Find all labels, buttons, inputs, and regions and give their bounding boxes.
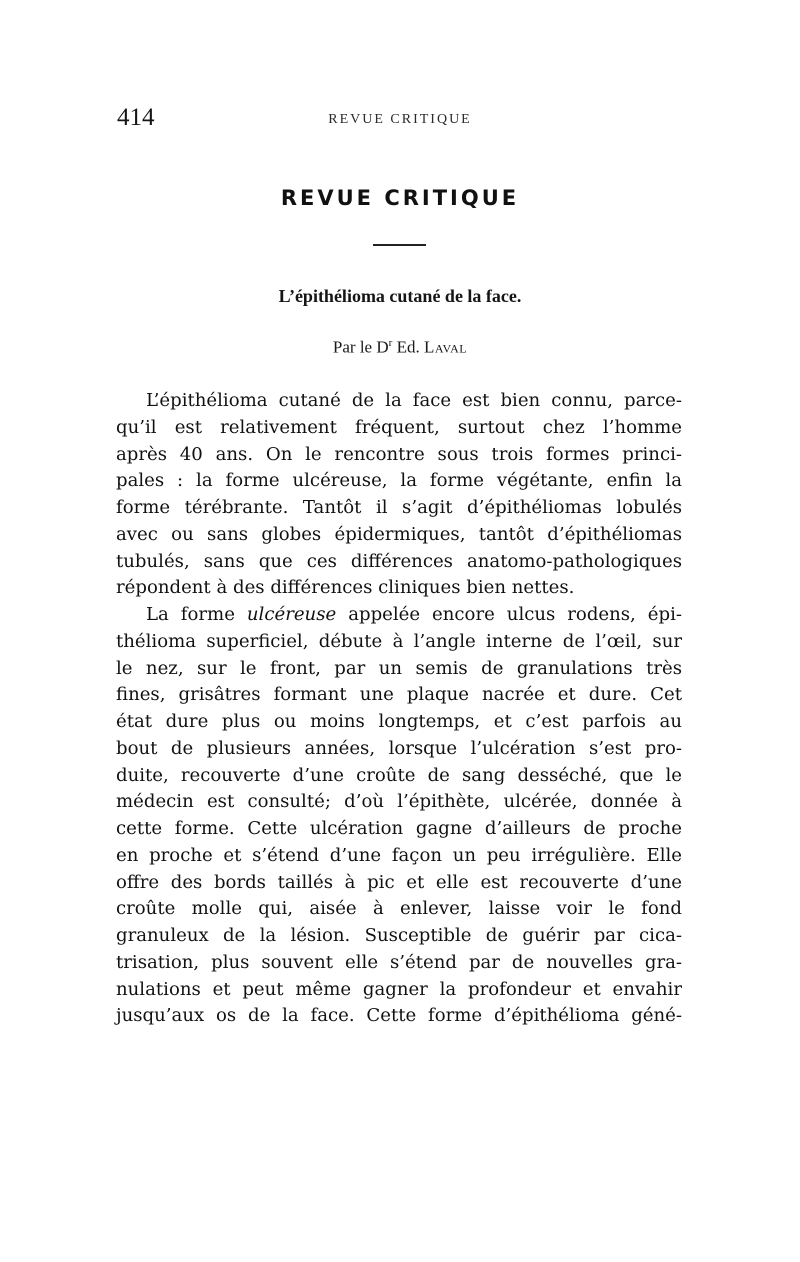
body-line: offre des bords taillés à pic et elle est recouverte d’une xyxy=(116,871,682,893)
body-line-italic xyxy=(116,602,682,629)
byline-author: Laval xyxy=(423,337,468,357)
body-line: cette forme. Cette ulcération gagne d’ailleurs de proche xyxy=(116,818,682,839)
body-line: L’épithélioma cutané de la face est bien connu, parce- xyxy=(146,390,682,411)
article-title: L’épithélioma cutané de la face. xyxy=(278,286,522,306)
byline-prefix: Par le D xyxy=(332,337,389,357)
body-line: état dure plus ou moins longtemps, et c’est parfois au xyxy=(116,711,682,732)
body-text xyxy=(116,388,682,1030)
byline xyxy=(0,337,800,358)
body-line: avec ou sans globes épidermiques, tantôt d’épithéliomas xyxy=(116,523,682,545)
body-line: nulations et peut même gagner la profondeur et envahir xyxy=(116,978,682,1000)
body-line: forme térébrante. Tantôt il s’agit d’épithéliomas lobulés xyxy=(116,497,682,518)
body-line: répondent à des différences cliniques bien nettes. xyxy=(116,577,575,599)
body-line: jusqu’aux os de la face. Cette forme d’épithélioma géné- xyxy=(116,1005,682,1027)
body-line: duite, recouverte d’une croûte de sang desséché, que le xyxy=(116,764,682,786)
page-number: 414 xyxy=(117,104,155,131)
section-title: REVUE CRITIQUE xyxy=(280,186,520,210)
body-line: pales : la forme ulcéreuse, la forme végétante, enfin la xyxy=(116,470,682,492)
byline-sup: r xyxy=(388,337,393,349)
byline-given: Ed. xyxy=(396,337,420,357)
body-line: le nez, sur le front, par un semis de granulations très xyxy=(116,657,682,679)
italic-term: ulcéreuse xyxy=(246,604,337,625)
body-line-end: appelée encore ulcus rodens, épi- xyxy=(348,604,682,625)
running-head: REVUE CRITIQUE xyxy=(328,112,472,127)
body-line: après 40 ans. On le rencontre sous trois formes princi- xyxy=(116,443,682,465)
title-rule xyxy=(373,244,426,246)
body-line: tubulés, sans que ces différences anatomo-pathologiques xyxy=(116,550,682,572)
body-line: trisation, plus souvent elle s’étend par de nouvelles gra- xyxy=(116,951,682,973)
body-line: en proche et s’étend d’une façon un peu irrégulière. Elle xyxy=(116,844,682,866)
body-line: médecin est consulté; d’où l’épithète, ulcérée, donnée à xyxy=(116,791,682,813)
body-line: croûte molle qui, aisée à enlever, laisse voir le fond xyxy=(116,898,682,920)
body-line: thélioma superficiel, débute à l’angle interne de l’œil, sur xyxy=(116,630,682,652)
body-line-start: La forme xyxy=(146,604,235,625)
body-line: qu’il est relativement fréquent, surtout chez l’homme xyxy=(116,416,682,438)
body-line: fines, grisâtres formant une plaque nacrée et dure. Cet xyxy=(116,684,682,706)
body-line: bout de plusieurs années, lorsque l’ulcération s’est pro- xyxy=(116,737,682,759)
body-line: granuleux de la lésion. Susceptible de guérir par cica- xyxy=(116,925,682,946)
